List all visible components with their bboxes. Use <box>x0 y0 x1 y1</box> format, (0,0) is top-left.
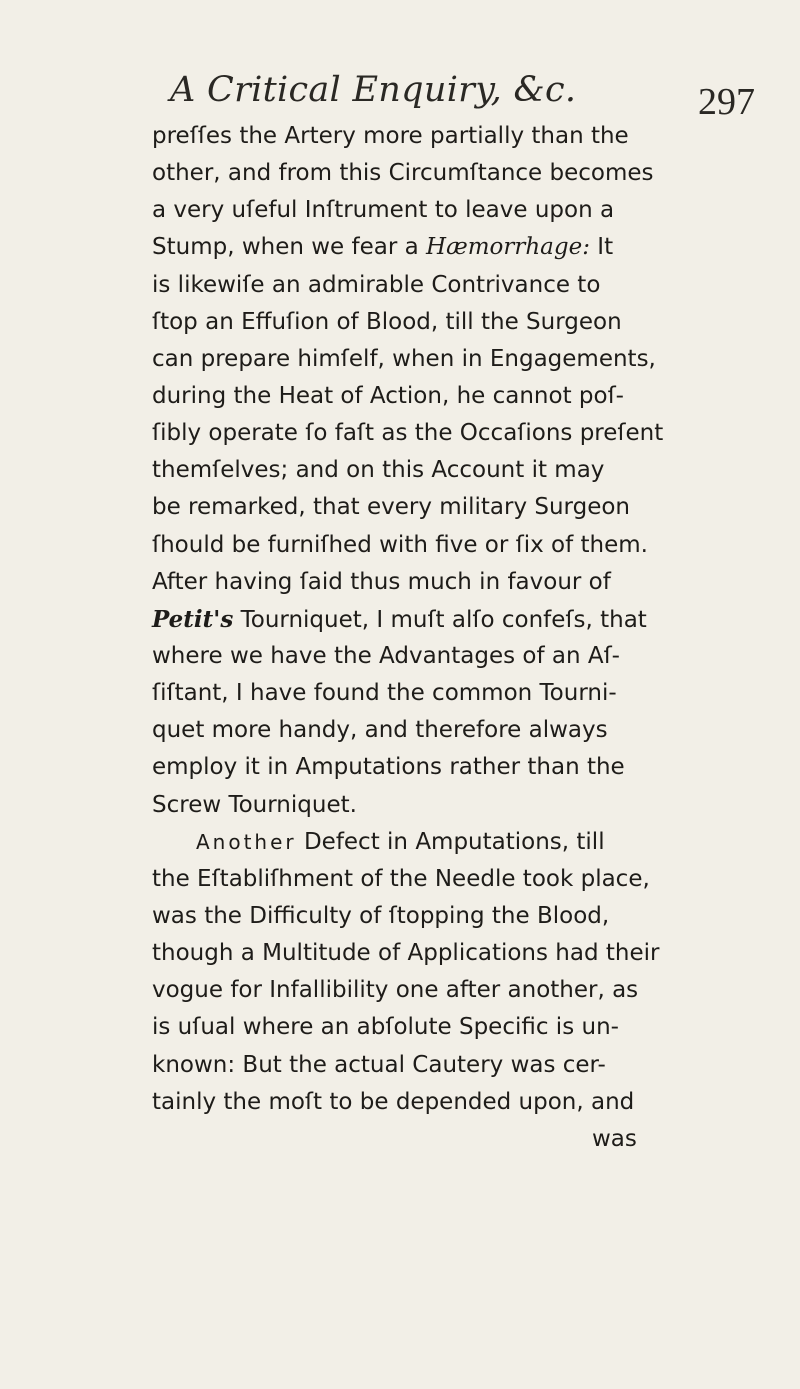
text-line: vogue for Infallibility one after another, as <box>152 977 639 1004</box>
text-line: the Eſtabliſhment of the Needle took place, <box>152 865 650 892</box>
catchword: was <box>592 1125 637 1152</box>
text-segment: Tourniquet, I muſt alſo confeſs, that <box>233 606 647 633</box>
text-line: during the Heat of Action, he cannot poſ- <box>152 382 624 409</box>
page-number: 297 <box>698 81 755 123</box>
italic-term: Hæmorrhage: <box>426 234 590 261</box>
text-line: Screw Tourniquet. <box>152 791 357 818</box>
text-line: was the Difficulty of ſtopping the Blood, <box>152 902 610 929</box>
text-line: ſtop an Effuſion of Blood, till the Surgeon <box>152 308 622 335</box>
text-line: themſelves; and on this Account it may <box>152 457 605 484</box>
text-line: is uſual where an abſolute Specific is un- <box>152 1014 619 1041</box>
text-line: known: But the actual Cautery was cer- <box>152 1051 606 1078</box>
text-line: where we have the Advantages of an Aſ- <box>152 642 620 669</box>
small-caps-word: Another <box>196 829 297 854</box>
text-line: ſhould be furniſhed with five or ſix of them. <box>152 531 648 558</box>
text-line: ſibly operate ſo faſt as the Occaſions preſent <box>152 420 664 447</box>
text-line: a very uſeful Inſtrument to leave upon a <box>152 197 615 224</box>
text-line: ſiſtant, I have found the common Tourni- <box>152 680 617 707</box>
text-line: other, and from this Circumſtance becomes <box>152 160 654 187</box>
running-head: A Critical Enquiry, &c. <box>170 70 577 110</box>
text-line: can prepare himſelf, when in Engagements, <box>152 345 656 372</box>
text-line: tainly the moſt to be depended upon, and <box>152 1088 635 1115</box>
text-segment: Stump, when we fear a <box>152 234 427 261</box>
text-line: After having ſaid thus much in favour of <box>152 568 611 595</box>
text-line <box>152 824 668 861</box>
text-line <box>152 601 668 638</box>
text-segment: Defect in Amputations, till <box>296 828 605 855</box>
text-line: employ it in Amputations rather than the <box>152 754 625 781</box>
text-line: quet more handy, and therefore always <box>152 717 608 744</box>
italic-name: Petit's <box>152 605 234 633</box>
text-line: preſſes the Artery more partially than the <box>152 123 629 149</box>
text-line <box>152 229 668 266</box>
text-line: is likewiſe an admirable Contrivance to <box>152 271 601 298</box>
text-line: be remarked, that every military Surgeon <box>152 494 630 521</box>
text-line: though a Multitude of Applications had their <box>152 940 660 967</box>
text-segment: It <box>589 234 614 261</box>
body-text <box>152 118 668 1158</box>
